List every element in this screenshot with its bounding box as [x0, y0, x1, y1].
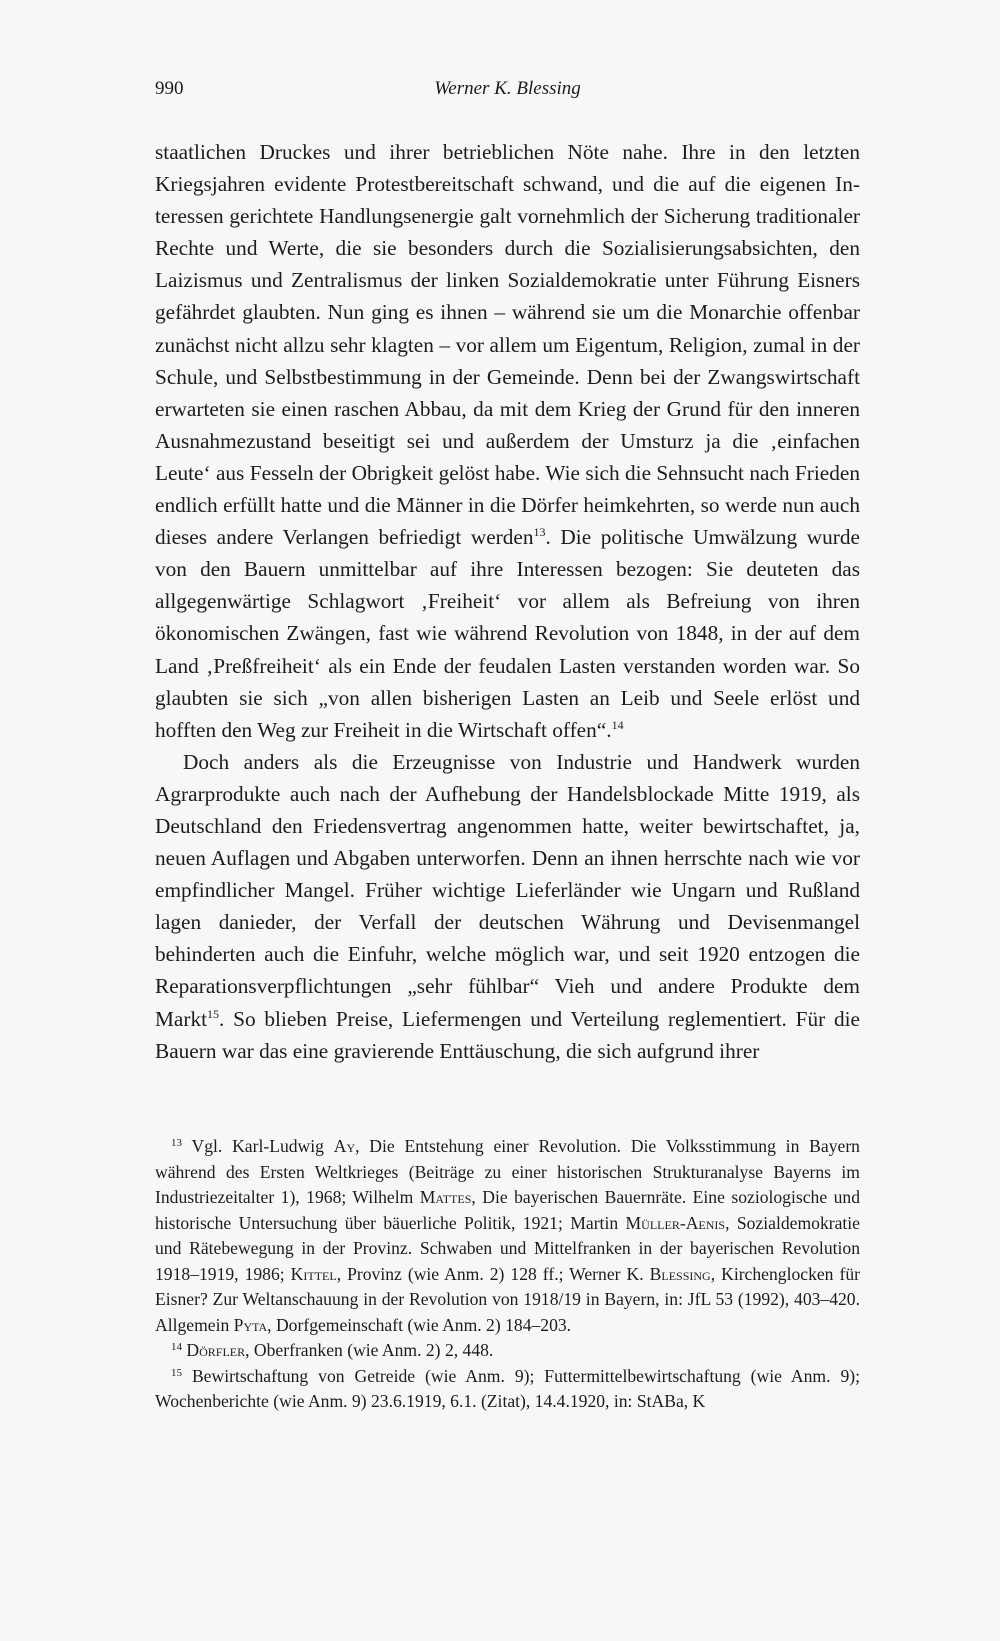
footnote-13-author-pyta: Pyta — [233, 1314, 268, 1335]
footnote-ref-14: 14 — [611, 717, 624, 732]
footnote-13-author-blessing: Blessing — [649, 1263, 711, 1284]
footnote-14-text: , Oberfranken (wie Anm. 2) 2, 448. — [245, 1340, 494, 1360]
footnote-14 — [155, 1338, 860, 1364]
footnote-14-author-doerfler: Dörfler — [186, 1340, 246, 1360]
footnote-13-text-a: Vgl. Karl-Ludwig — [182, 1136, 334, 1156]
footnote-13-text-b: , Die Entstehung einer Revolution. Die Volksstimmung in Bayern während des Ersten Weltkrieges (Beiträge zu einer historischen Strukturanalyse Bayerns im Industriezeitalter 1), 1968; Wilhelm — [155, 1136, 860, 1207]
footnote-14-mark: 14 — [171, 1341, 182, 1353]
footnote-13-author-ay: Ay — [333, 1136, 356, 1156]
paragraph-2-text: Doch anders als die Erzeugnisse von Industrie und Handwerk wurden Agrarprodukte auch nach der Aufhebung der Handelsblockade Mitte 1919, als Deutschland den Friedensvertrag angenommen hatte, weiter bewirtschaftet, ja, neuen Auflagen und Abgaben unterworfen. Denn an ihnen herrschte nach wie vor empfindlicher Mangel. Früher wichtige Lieferländer wie Ungarn und Rußland lagen danieder, der Verfall der deutschen Währung und Devisenmangel behinderten auch die Einfuhr, welche möglich war, und seit 1920 entzogen die Reparationsverpflichtungen „sehr fühlbar“ Vieh und andere Produkte dem Markt — [155, 749, 860, 1031]
footnote-13-text-g: , Dorfgemeinschaft (wie Anm. 2) 184–203. — [267, 1314, 572, 1335]
footnote-13-author-kittel: Kittel — [290, 1263, 337, 1284]
footnote-13-text-f: , Kirchenglocken für Eisner? Zur Weltanschauung in der Revolution von 1918/19 in Bayern, in: JfL 53 (1992), 403–420. Allgemein — [155, 1263, 860, 1335]
footnote-13-text-d: , Sozialdemokratie und Rätebewegung in der Provinz. Schwaben und Mittelfranken in der bayerischen Revolution 1918–1919, 1986; — [155, 1212, 860, 1284]
footnote-15-text: Bewirtschaftung von Getreide (wie Anm. 9); Futtermittelbewirtschaftung (wie Anm. 9); Wochenberichte (wie Anm. 9) 23.6.1919, 6.1. (Zitat), 14.4.1920, in: StABa, K — [155, 1365, 860, 1411]
footnote-15-mark: 15 — [171, 1366, 182, 1379]
paragraph-1 — [155, 136, 860, 746]
footnote-13-author-mattes: Mattes — [419, 1187, 472, 1207]
footnote-13 — [155, 1134, 860, 1338]
footnote-ref-13: 13 — [533, 525, 546, 540]
paragraph-2-text-cont: . So blieben Preise, Liefermengen und Verteilung reglementiert. Für die Bauern war das eine gravierende Enttäuschung, die sich aufgrund ihrer — [155, 1006, 860, 1063]
running-head: Werner K. Blessing — [434, 78, 581, 99]
main-text — [155, 136, 860, 1067]
footnote-13-text-e: , Provinz (wie Anm. 2) 128 ff.; Werner K. — [336, 1263, 650, 1284]
page-header — [155, 78, 860, 108]
footnote-15 — [155, 1364, 860, 1415]
footnotes — [155, 1134, 860, 1415]
footnote-13-mark: 13 — [171, 1137, 182, 1149]
paragraph-1-text-cont: . Die politische Umwälzung wurde von den Bauern unmittelbar auf ihre Interessen bezogen: Sie deuteten das allgegenwärtige Schlagwort ‚Freiheit‘ vor allem als Befreiung von ihren ökonomischen Zwängen, fast wie während Revolution von 1848, in der auf dem Land ‚Preßfreiheit‘ als ein Ende der feudalen Lasten verstanden worden war. So glaubten sie sich „von allen bisherigen Lasten an Leib und Seele erlöst und hofften den Weg zur Freiheit in die Wirtschaft offen“. — [155, 525, 860, 742]
footnote-13-author-mueller: Müller-Aenis — [625, 1212, 726, 1233]
footnote-13-text-c: , Die bayerischen Bauernräte. Eine soziologische und historische Untersuchung über bäuerliche Politik, 1921; Martin — [155, 1187, 860, 1233]
page-number: 990 — [155, 78, 184, 99]
paragraph-1-text: staatlichen Druckes und ihrer betrieblichen Nöte nahe. Ihre in den letzten Kriegsjahren evidente Protestbereitschaft schwand, und die auf die eigenen Interessen gerichtete Handlungsenergie galt vornehmlich der Sicherung traditionaler Rechte und Werte, die sie besonders durch die Sozialisierungsabsichten, den Laizismus und Zentralismus der linken Sozialdemokratie unter Führung Eisners gefährdet glaubten. Nun ging es ihnen – während sie um die Monarchie offenbar zunächst nicht allzu sehr klagten – vor allem um Eigentum, Religion, zumal in der Schule, und Selbstbestimmung in der Gemeinde. Denn bei der Zwangswirtschaft erwarteten sie einen raschen Abbau, da mit dem Krieg der Grund für den inneren Ausnahmezustand beseitigt sei und außerdem der Umsturz ja die ‚einfachen Leute‘ aus Fesseln der Obrigkeit gelöst habe. Wie sich die Sehnsucht nach Frieden endlich erfüllt hatte und die Männer in die Dörfer heimkehrten, so werde nun auch dieses andere Verlangen befriedigt werden — [155, 140, 860, 550]
paragraph-2 — [155, 746, 860, 1067]
footnote-ref-15: 15 — [207, 1006, 220, 1021]
